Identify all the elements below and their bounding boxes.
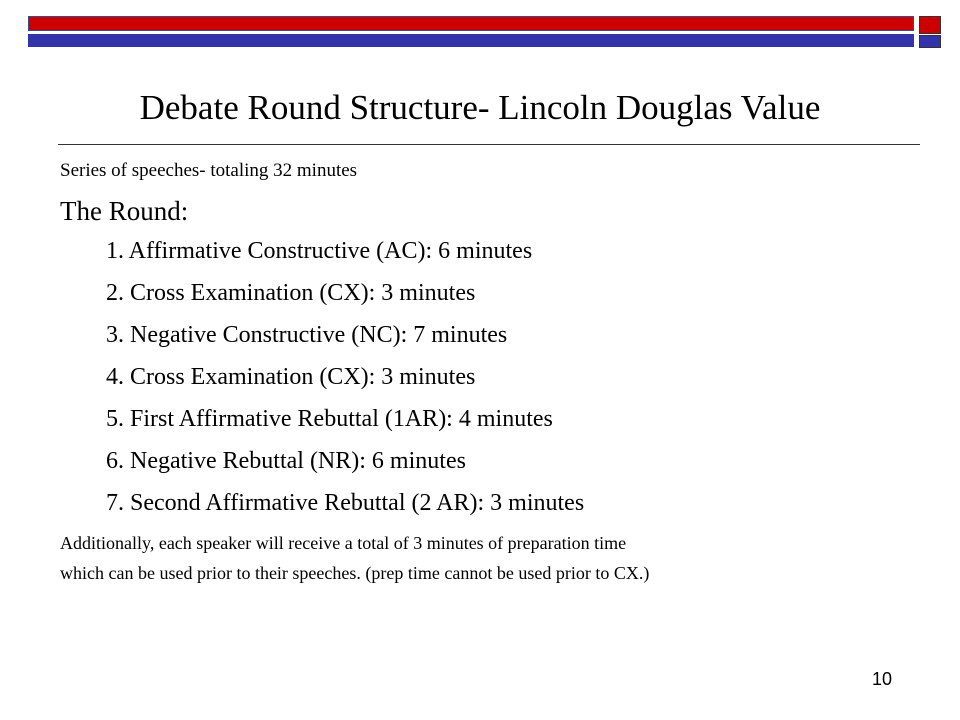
speech-item-5: 5. First Affirmative Rebuttal (1AR): 4 minutes <box>106 406 553 432</box>
top-blue-bar <box>28 34 914 47</box>
corner-blue-square <box>919 35 941 48</box>
speech-item-7: 7. Second Affirmative Rebuttal (2 AR): 3 minutes <box>106 490 585 516</box>
note-line-1: Additionally, each speaker will receive a total of 3 minutes of preparation time <box>60 533 627 553</box>
top-red-bar <box>28 16 914 31</box>
prep-time-note <box>60 528 940 588</box>
note-line-2: which can be used prior to their speeches. (prep time cannot be used prior to CX.) <box>60 563 650 583</box>
corner-red-square <box>919 16 941 34</box>
speech-list <box>60 230 940 524</box>
speech-item-1: 1. Affirmative Constructive (AC): 6 minutes <box>106 238 533 264</box>
speech-item-2: 2. Cross Examination (CX): 3 minutes <box>106 280 476 306</box>
slide-title: Debate Round Structure- Lincoln Douglas Value <box>139 88 821 127</box>
slide-body <box>60 158 940 588</box>
speech-item-4: 4. Cross Examination (CX): 3 minutes <box>106 364 476 390</box>
title-divider <box>58 144 920 145</box>
speech-item-6: 6. Negative Rebuttal (NR): 6 minutes <box>106 448 466 474</box>
page-number: 10 <box>872 669 893 689</box>
speech-item-3: 3. Negative Constructive (NC): 7 minutes <box>106 322 508 348</box>
round-heading: The Round: <box>60 196 189 226</box>
slide-subtitle: Series of speeches- totaling 32 minutes <box>60 160 358 181</box>
